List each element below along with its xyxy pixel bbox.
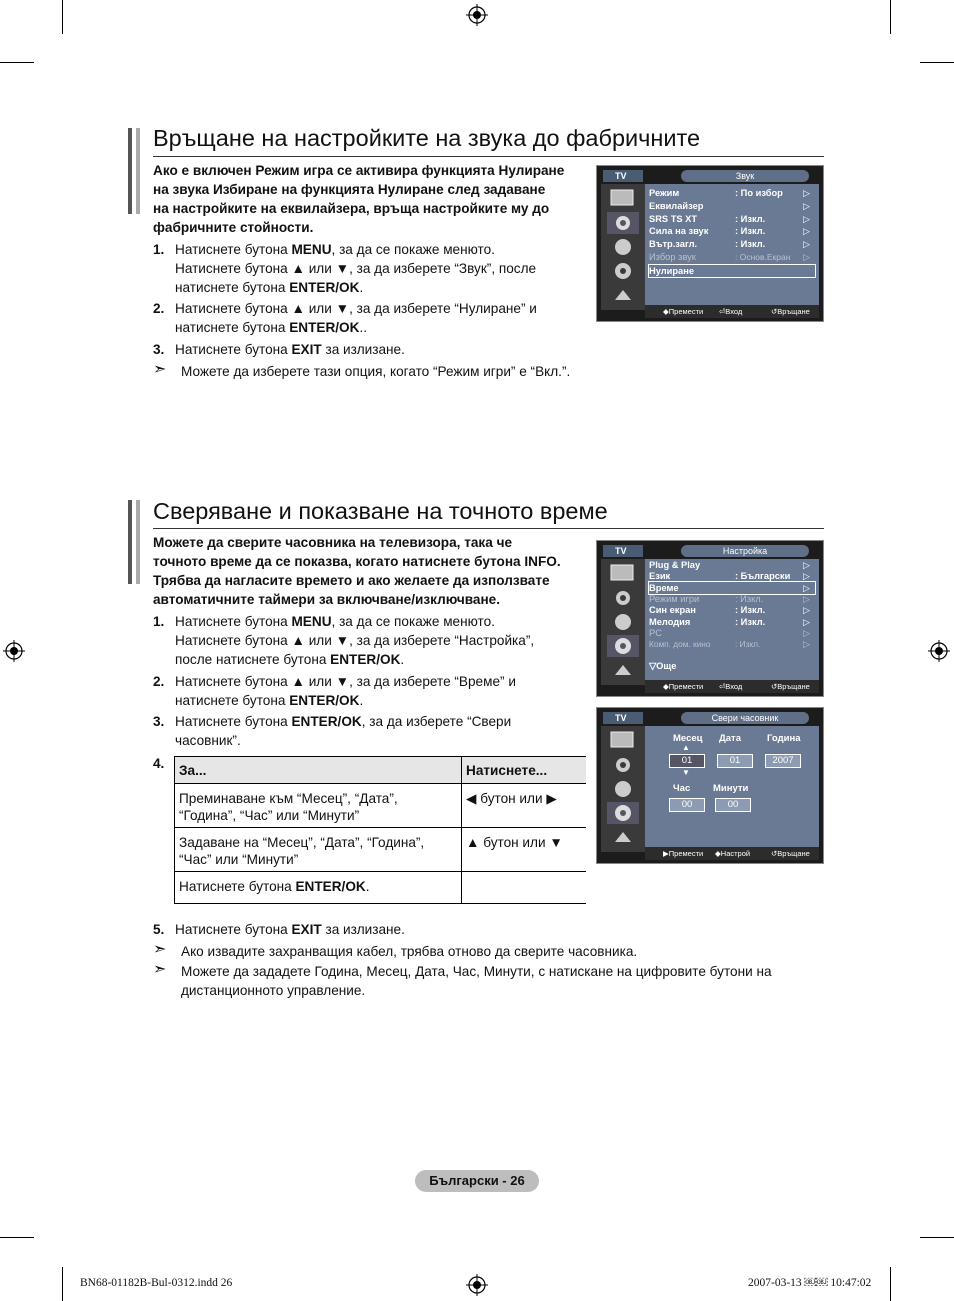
osd-row-selected: Нулиране — [649, 265, 815, 277]
step-number: 4. — [153, 756, 165, 771]
section-marker — [136, 128, 140, 214]
registration-mark-icon — [928, 640, 950, 662]
step-text: Натиснете бутона MENU, за да се покаже менюто. Натиснете бутона ▲ или ▼, за да изберете “Настройка”, после натиснете бутона ENTER/OK. — [175, 614, 535, 667]
osd-footer: ◆ Премести ⏎ Вход ↺ Връщане — [645, 305, 819, 318]
sound-icon — [607, 754, 639, 776]
section-rule — [153, 156, 824, 157]
osd-header: Звук — [681, 170, 809, 182]
table-header-cell: Натиснете... — [466, 763, 548, 778]
table-cell: ◀ бутон или ▶ — [466, 791, 557, 806]
osd-row: Вътр.загл. : Изкл. ▷ — [649, 239, 810, 249]
step-number: 3. — [153, 342, 165, 357]
page-number-badge: Български - 26 — [415, 1170, 539, 1192]
step-text: Натиснете бутона EXIT за излизане. — [175, 922, 405, 937]
osd-tv-label: TV — [603, 170, 643, 182]
osd-row: Син екран : Изкл. ▷ — [649, 605, 810, 615]
instruction-table — [174, 756, 586, 904]
clock-label-hour: Час — [673, 783, 691, 794]
osd-sidebar — [601, 726, 645, 852]
sound-icon — [607, 212, 639, 234]
sound-icon — [607, 587, 639, 609]
registration-mark-icon — [3, 640, 25, 662]
osd-footer: ◆ Премести ⏎ Вход ↺ Връщане — [645, 680, 819, 693]
registration-mark-icon — [466, 1274, 488, 1296]
note-arrow-icon: ➣ — [153, 941, 167, 958]
crop-mark — [920, 1237, 954, 1238]
osd-sidebar — [601, 559, 645, 685]
imprint-file: BN68-01182B-Bul-0312.indd 26 — [80, 1277, 233, 1289]
crop-mark — [62, 0, 63, 34]
crop-mark — [0, 1237, 34, 1238]
picture-icon — [607, 187, 639, 209]
osd-row-selected: Време ▷ — [649, 582, 815, 594]
table-cell: ▲ бутон или ▼ — [466, 835, 563, 850]
setup-icon — [607, 260, 639, 282]
table-row — [175, 828, 587, 872]
table-cell: Натиснете бутона ENTER/OK. — [179, 879, 370, 894]
osd-tv-label: TV — [603, 712, 643, 724]
crop-mark — [62, 1267, 63, 1301]
clock-minute-field[interactable]: 00 — [715, 798, 751, 812]
osd-header: Настройка — [681, 545, 809, 557]
clock-date-field[interactable]: 01 — [717, 754, 753, 768]
osd-row: Избор звук : Основ.Екран ▷ — [649, 252, 810, 262]
osd-row: Език : Български ▷ — [649, 571, 810, 581]
section-intro — [153, 161, 564, 237]
osd-panel — [645, 559, 819, 680]
intro-line: фабричните стойности. — [153, 220, 314, 235]
step-number: 1. — [153, 614, 165, 629]
crop-mark — [0, 62, 34, 63]
picture-icon — [607, 729, 639, 751]
section-marker — [136, 500, 140, 584]
section-marker — [128, 128, 132, 214]
osd-panel — [645, 184, 819, 305]
section-intro — [153, 533, 561, 609]
table-header-cell: За... — [179, 763, 207, 778]
note-arrow-icon: ➣ — [153, 361, 167, 378]
crop-mark — [890, 1267, 891, 1301]
input-icon — [607, 659, 639, 681]
osd-row: SRS TS XT : Изкл. ▷ — [649, 214, 810, 224]
osd-row: PC ▷ — [649, 628, 810, 638]
table-header — [175, 757, 587, 784]
step-text: Натиснете бутона EXIT за излизане. — [175, 342, 405, 357]
clock-month-field[interactable]: 01 — [669, 754, 705, 768]
osd-row: Режим : По избор ▷ — [649, 188, 810, 198]
imprint-date: 2007-03-13 ￼￼ 10:47:02 — [748, 1277, 872, 1289]
setup-icon — [607, 635, 639, 657]
step-number: 2. — [153, 674, 165, 689]
table-cell: Задаване на “Месец”, “Дата”, “Година”, “Час” или “Минути” — [179, 835, 425, 867]
intro-line: Трябва да нагласите времето и ако желаете да използвате — [153, 573, 550, 588]
osd-sound-menu — [596, 165, 824, 322]
channel-icon — [607, 778, 639, 800]
registration-mark-icon — [466, 4, 488, 26]
section-marker — [128, 500, 132, 584]
setup-icon — [607, 802, 639, 824]
osd-header: Свери часовник — [681, 712, 809, 724]
table-cell — [462, 872, 586, 878]
osd-tv-label: TV — [603, 545, 643, 557]
table-cell: Преминаване към “Месец”, “Дата”, “Година”, “Час” или “Минути” — [179, 791, 398, 823]
intro-line: Можете да сверите часовника на телевизора, така че — [153, 535, 513, 550]
intro-line: точното време да се показва, когато натиснете бутона INFO. — [153, 554, 561, 569]
down-arrow-icon: ▼ — [682, 768, 690, 777]
osd-panel — [645, 726, 819, 847]
table-row — [175, 784, 587, 828]
channel-icon — [607, 236, 639, 258]
clock-label-minute: Минути — [713, 783, 749, 794]
input-icon — [607, 284, 639, 306]
crop-mark — [890, 0, 891, 34]
osd-setup-menu — [596, 540, 824, 697]
osd-clock-menu — [596, 707, 824, 864]
step-number: 2. — [153, 301, 165, 316]
step-number: 5. — [153, 922, 165, 937]
step-text: Натиснете бутона ▲ или ▼, за да изберете “Нулиране” и натиснете бутона ENTER/OK.. — [175, 301, 537, 335]
step-text: Натиснете бутона ▲ или ▼, за да изберете “Време” и натиснете бутона ENTER/OK. — [175, 674, 516, 708]
picture-icon — [607, 562, 639, 584]
clock-hour-field[interactable]: 00 — [669, 798, 705, 812]
note-arrow-icon: ➣ — [153, 961, 167, 978]
intro-line: автоматичните таймери за включване/изключване. — [153, 592, 501, 607]
clock-year-field[interactable]: 2007 — [765, 754, 801, 768]
intro-line: Ако е включен Режим игра се активира функцията Нулиране — [153, 163, 565, 178]
step-number: 1. — [153, 242, 165, 257]
osd-footer: ▶ Премести ◆ Настрой ↺ Връщане — [645, 847, 819, 860]
step-number: 3. — [153, 714, 165, 729]
up-arrow-icon: ▲ — [682, 743, 690, 752]
input-icon — [607, 826, 639, 848]
intro-line: на звука Избиране на функцията Нулиране след задаване — [153, 182, 546, 197]
table-row — [175, 872, 587, 904]
osd-row: Сила на звук : Изкл. ▷ — [649, 226, 810, 236]
osd-row: Мелодия : Изкл. ▷ — [649, 617, 810, 627]
step-text: Натиснете бутона MENU, за да се покаже менюто. Натиснете бутона ▲ или ▼, за да изберете “Звук”, после натиснете бутона ENTER/OK. — [175, 242, 537, 295]
osd-row: Plug & Play ▷ — [649, 560, 810, 570]
osd-row: Комп. дом. кино : Изкл. ▷ — [649, 639, 810, 649]
section-title: Сверяване и показване на точното време — [153, 498, 608, 524]
intro-line: на настройките на еквилайзера, връща настройките му до — [153, 201, 550, 216]
section-title: Връщане на настройките на звука до фабричните — [153, 125, 701, 151]
crop-mark — [920, 62, 954, 63]
osd-row: Еквилайзер ▷ — [649, 201, 810, 211]
osd-sidebar — [601, 184, 645, 310]
clock-label-month: Месец — [673, 733, 703, 744]
channel-icon — [607, 611, 639, 633]
step-text: Натиснете бутона ENTER/OK, за да изберете “Свери часовник”. — [175, 714, 512, 748]
osd-row: Режим игри : Изкл. ▷ — [649, 594, 810, 604]
osd-more: ▽Още — [649, 661, 677, 671]
section-rule — [153, 528, 824, 529]
clock-label-date: Дата — [719, 733, 741, 744]
clock-label-year: Година — [767, 733, 801, 744]
